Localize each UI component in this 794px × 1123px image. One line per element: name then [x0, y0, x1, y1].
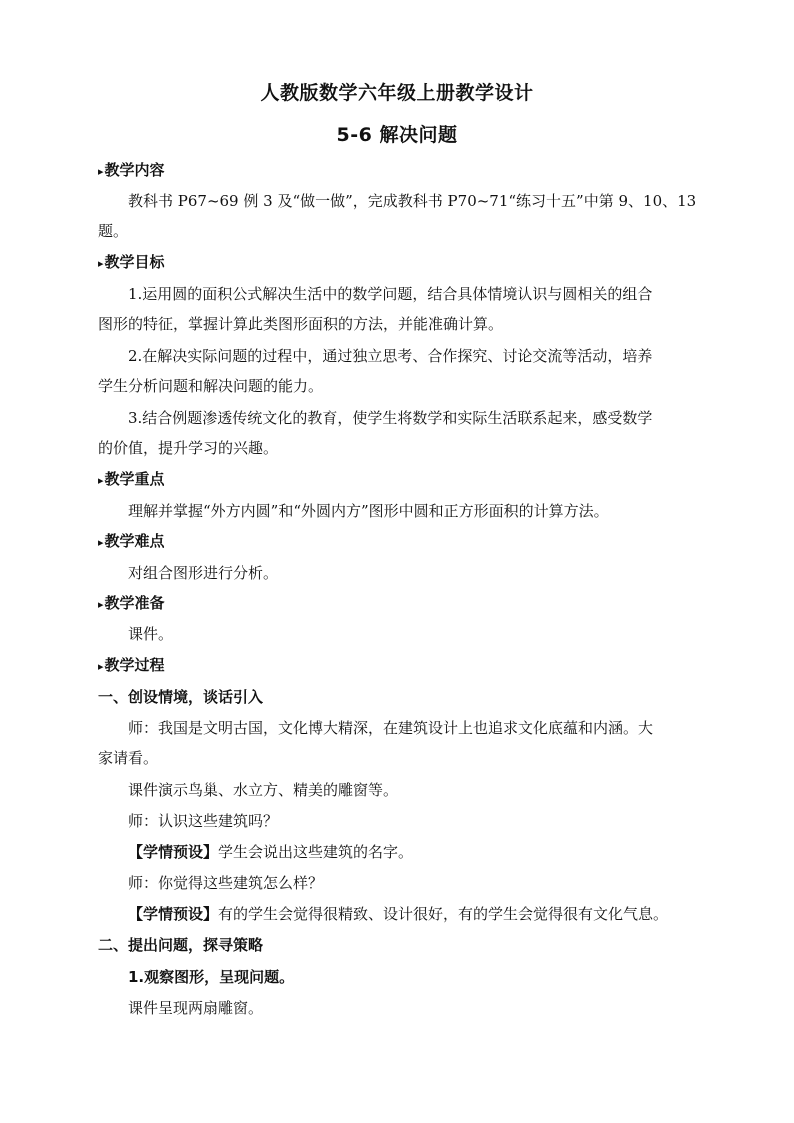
part-heading-1: 一、创设情境，谈话引入 — [98, 688, 264, 706]
paragraph-line: 师：我国是文明古国，文化博大精深，在建筑设计上也追求文化底蕴和内涵。大 — [128, 719, 654, 737]
paragraph-line: 学生分析问题和解决问题的能力。 — [98, 377, 324, 395]
part-heading-2: 二、提出问题，探寻策略 — [98, 936, 264, 954]
preset-line: 【学情预设】有的学生会觉得很精致、设计很好，有的学生会觉得很有文化气息。 — [128, 905, 669, 923]
paragraph-line: 师：认识这些建筑吗？ — [128, 812, 279, 830]
paragraph-line: 对组合图形进行分析。 — [128, 564, 279, 582]
document-title: 人教版数学六年级上册教学设计 — [260, 82, 534, 104]
paragraph-line: 的价值，提升学习的兴趣。 — [98, 439, 279, 457]
preset-line: 【学情预设】学生会说出这些建筑的名字。 — [128, 843, 414, 861]
lesson-title: 5-6 解决问题 — [336, 124, 458, 146]
triangle-bullet-icon: ▸ — [98, 598, 104, 611]
paragraph-line: 课件呈现两扇雕窗。 — [128, 999, 264, 1017]
paragraph-line: 2.在解决实际问题的过程中，通过独立思考、合作探究、讨论交流等活动，培养 — [128, 347, 653, 365]
sub-heading: 1.观察图形，呈现问题。 — [128, 968, 295, 986]
section-heading-goals: ▸教学目标 — [98, 253, 165, 271]
paragraph-line: 1.运用圆的面积公式解决生活中的数学问题，结合具体情境认识与圆相关的组合 — [128, 285, 653, 303]
section-heading-difficult: ▸教学难点 — [98, 532, 165, 550]
paragraph-line: 课件演示鸟巢、水立方、精美的雕窗等。 — [128, 781, 399, 799]
triangle-bullet-icon: ▸ — [98, 536, 104, 549]
paragraph-line: 教科书 P67~69 例 3 及“做一做”，完成教科书 P70~71“练习十五”中第 9、10、13 — [128, 192, 697, 210]
triangle-bullet-icon: ▸ — [98, 474, 104, 487]
triangle-bullet-icon: ▸ — [98, 165, 104, 178]
section-heading-key: ▸教学重点 — [98, 470, 165, 488]
triangle-bullet-icon: ▸ — [98, 660, 104, 673]
paragraph-line: 理解并掌握“外方内圆”和“外圆内方”图形中圆和正方形面积的计算方法。 — [128, 502, 609, 520]
section-heading-prep: ▸教学准备 — [98, 594, 165, 612]
section-heading-process: ▸教学过程 — [98, 656, 165, 674]
paragraph-line: 师：你觉得这些建筑怎么样？ — [128, 874, 324, 892]
section-heading-content: ▸教学内容 — [98, 161, 165, 179]
preset-tag: 【学情预设】 — [128, 843, 219, 861]
paragraph-line: 题。 — [98, 222, 129, 240]
triangle-bullet-icon: ▸ — [98, 257, 104, 270]
preset-tag: 【学情预设】 — [128, 905, 219, 923]
paragraph-line: 3.结合例题渗透传统文化的教育，使学生将数学和实际生活联系起来，感受数学 — [128, 409, 653, 427]
paragraph-line: 家请看。 — [98, 749, 159, 767]
paragraph-line: 图形的特征，掌握计算此类图形面积的方法，并能准确计算。 — [98, 315, 504, 333]
paragraph-line: 课件。 — [128, 625, 174, 643]
